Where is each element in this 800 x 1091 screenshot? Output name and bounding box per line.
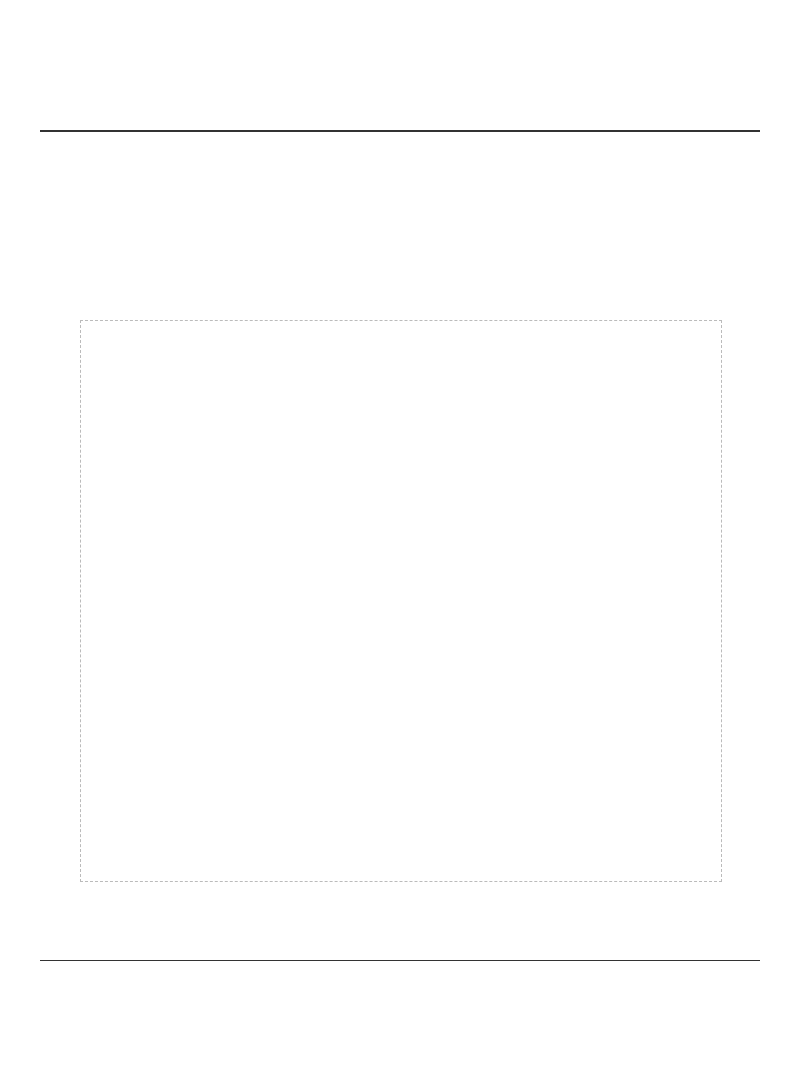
content-placeholder (80, 320, 722, 882)
footer-rule (40, 960, 760, 961)
header-band (40, 40, 760, 132)
